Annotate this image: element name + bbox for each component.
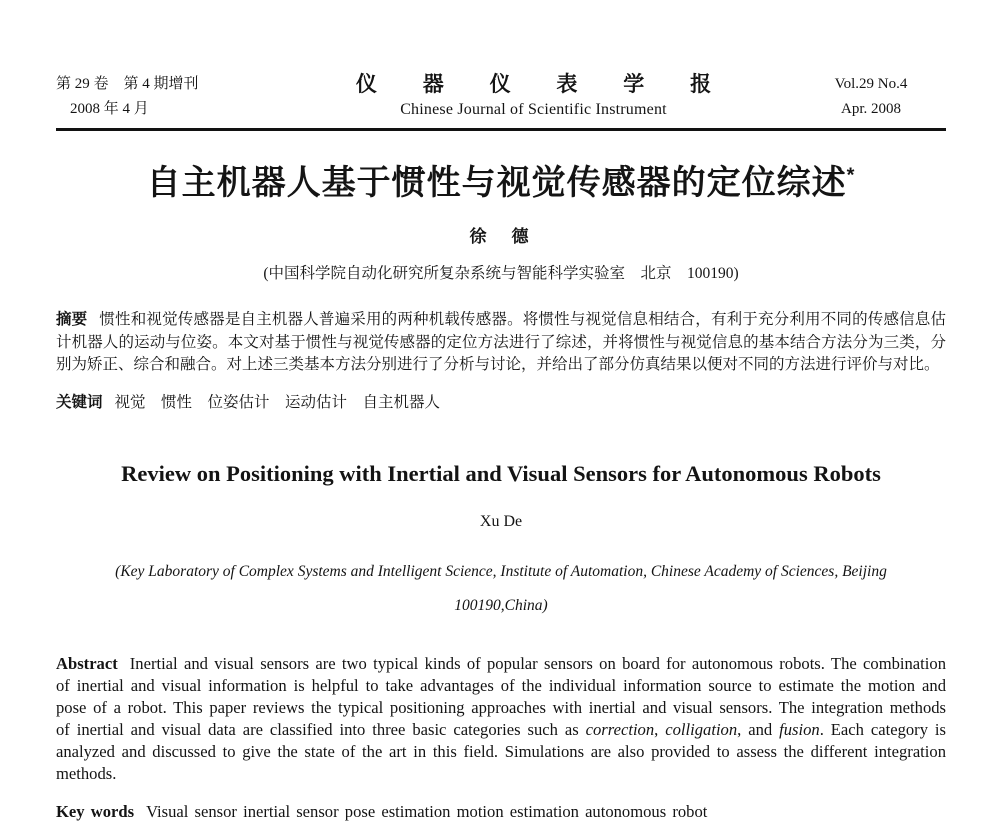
journal-title-block <box>271 72 796 122</box>
header-vol-info <box>796 72 946 122</box>
abstract-en-text: Inertial and visual sensors are two typical kinds of popular sensors on board for autonomous robots. The combination of inertial and visual information is helpful to take advantages of the individual information source to estimate the motion and pose of a robot. This paper reviews the typical positioning approaches with inertial and visual sensors. The integration methods of inertial and visual data are classified into three basic categories such as correction, colligation, and fusion. Each category is analyzed and discussed to give the state of the art in this field. Simulations are also provided to assess the different integration methods. <box>56 653 946 783</box>
keywords-cn-list: 视觉 惯性 位姿估计 运动估计 自主机器人 <box>114 394 441 411</box>
keywords-cn <box>56 392 946 415</box>
issue-date-cn: 2008 年 4 月 <box>70 101 149 117</box>
journal-title-en: Chinese Journal of Scientific Instrument <box>400 101 667 118</box>
affiliation-cn: (中国科学院自动化研究所复杂系统与智能科学实验室 北京 100190) <box>263 265 739 282</box>
abstract-en <box>56 653 946 785</box>
author-cn: 徐 德 <box>469 227 533 246</box>
header-divider <box>56 128 946 131</box>
header-issue-info <box>56 72 271 122</box>
keywords-en-label: Key words <box>56 802 135 822</box>
title-footnote-mark: * <box>846 164 856 187</box>
abstract-cn-text: 惯性和视觉传感器是自主机器人普遍采用的两种机载传感器。将惯性与视觉信息相结合，有利于充分利用不同的传感信息估计机器人的运动与位姿。本文对基于惯性与视觉传感器的定位方法进行了综述，并将惯性与视觉信息的基本结合方法分为三类，分别为矫正、综合和融合。对上述三类基本方法分别进行了分析与讨论，并给出了部分仿真结果以便对不同的方法进行评价与对比。 <box>56 311 946 373</box>
abstract-cn-label: 摘要 <box>56 311 88 328</box>
abstract-cn <box>56 309 946 377</box>
article-title-cn <box>56 155 946 204</box>
article-title-cn-text: 自主机器人基于惯性与视觉传感器的定位综述 <box>146 164 847 202</box>
affiliation-en <box>56 555 946 623</box>
issue-volume-en: Vol.29 No.4 <box>834 76 908 92</box>
keywords-en-list: Visual sensor inertial sensor pose estimation motion estimation autonomous robot <box>146 802 708 822</box>
affiliation-en-line1: (Key Laboratory of Complex Systems and Intelligent Science, Institute of Automation, Chinese Academy of Sciences, Beijing <box>115 562 887 580</box>
keywords-cn-label: 关键词 <box>56 394 103 411</box>
issue-volume-cn: 第 29 卷 第 4 期增刊 <box>56 76 199 92</box>
author-en: Xu De <box>479 512 523 530</box>
journal-header <box>56 72 946 122</box>
journal-title-cn: 仪 器 仪 表 学 报 <box>355 73 732 96</box>
keywords-en <box>56 801 946 823</box>
affiliation-en-line2: 100190,China) <box>454 596 548 614</box>
article-title-en: Review on Positioning with Inertial and Visual Sensors for Autonomous Robots <box>121 460 881 486</box>
abstract-en-label: Abstract <box>56 653 118 673</box>
issue-date-en: Apr. 2008 <box>841 101 901 117</box>
